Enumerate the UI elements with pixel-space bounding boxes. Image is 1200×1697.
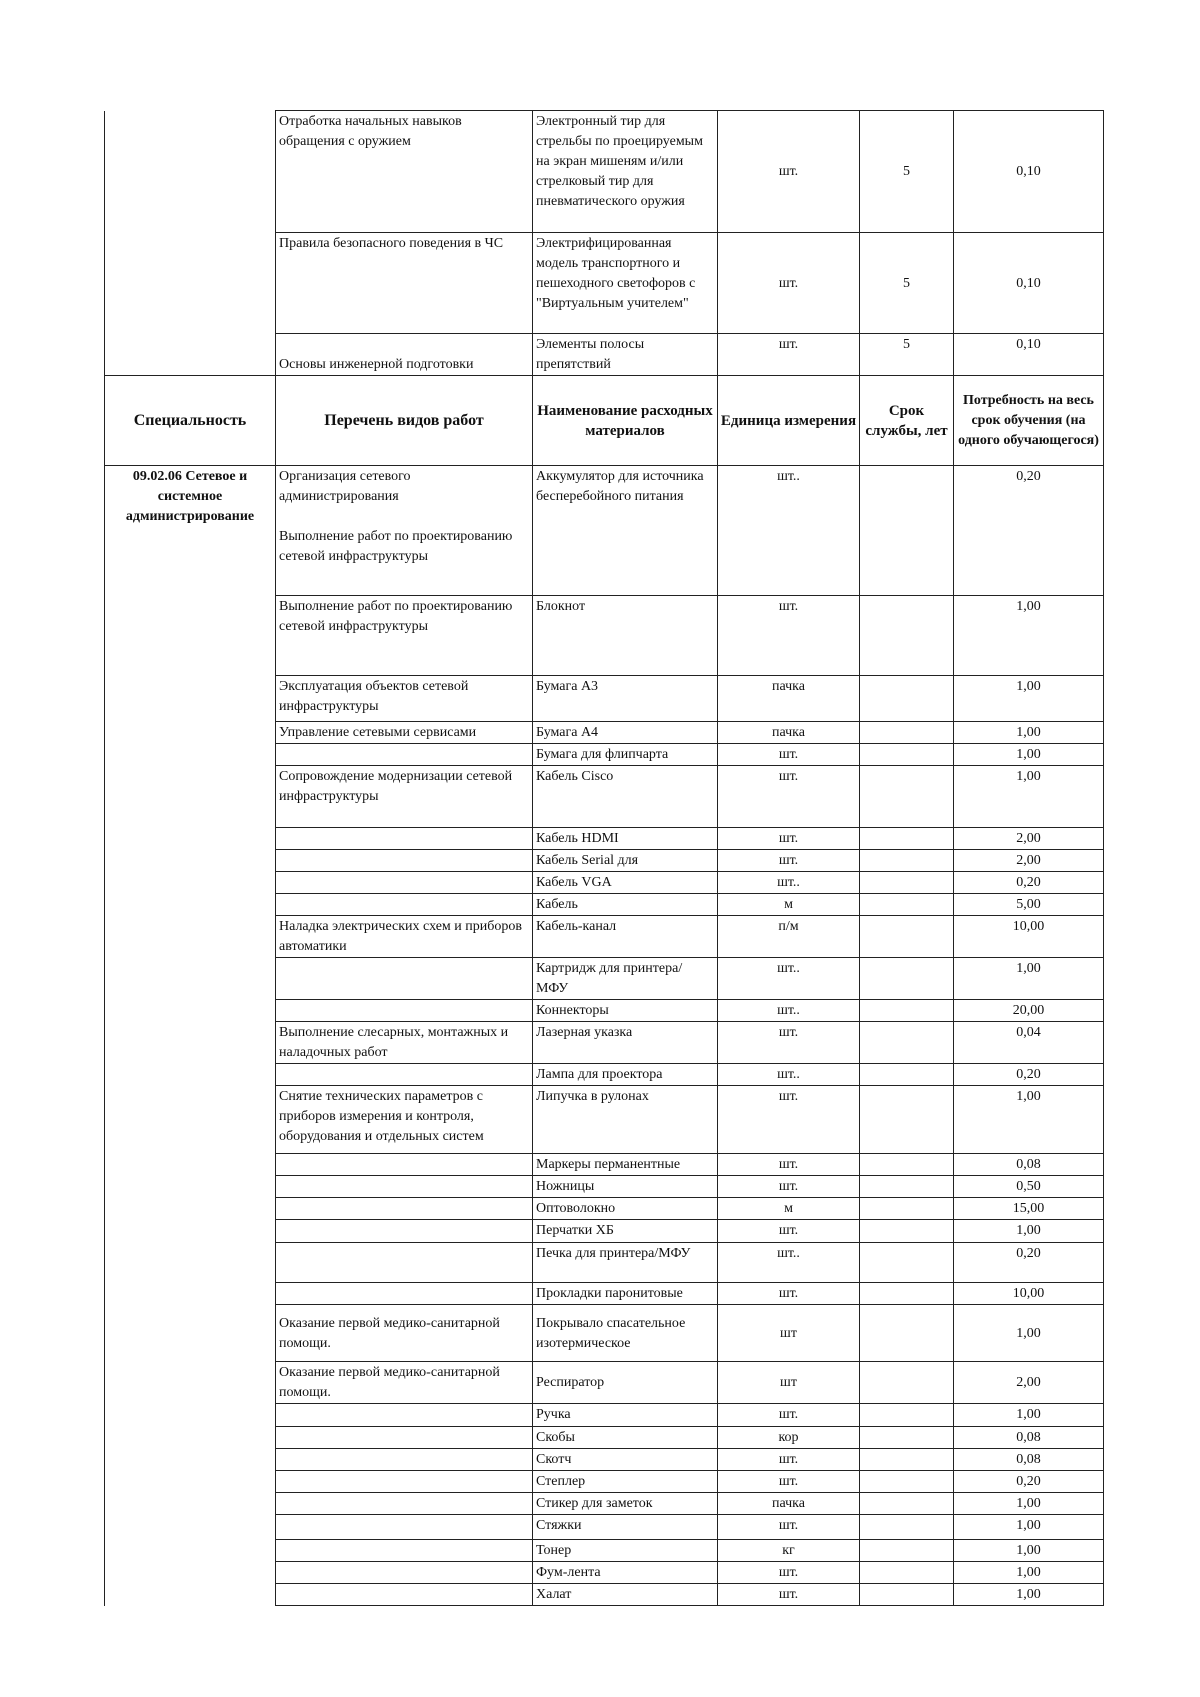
term-cell (860, 1022, 954, 1064)
term-cell (860, 1584, 954, 1606)
material-cell: Ручка (533, 1404, 718, 1427)
header-works: Перечень видов работ (276, 376, 533, 466)
unit-cell: шт. (718, 1220, 860, 1243)
unit-cell: кг (718, 1540, 860, 1562)
unit-cell: шт. (718, 850, 860, 872)
need-cell: 1,00 (954, 1540, 1104, 1562)
work-cell (276, 1427, 533, 1449)
unit-cell: шт. (718, 1086, 860, 1154)
unit-cell: шт. (718, 1449, 860, 1471)
need-cell: 1,00 (954, 596, 1104, 676)
need-cell: 1,00 (954, 1493, 1104, 1515)
table-header-row (105, 376, 1104, 466)
unit-cell: пачка (718, 722, 860, 744)
material-cell: Бумага А3 (533, 676, 718, 722)
work-cell: Снятие технических параметров с приборов измерения и контроля, оборудования и отдельных систем (276, 1086, 533, 1154)
work-cell: Выполнение работ по проектированию сетевой инфраструктуры (276, 596, 533, 676)
work-cell (276, 872, 533, 894)
need-cell: 1,00 (954, 722, 1104, 744)
material-cell: Элементы полосы препятствий (533, 334, 718, 376)
term-cell (860, 916, 954, 958)
material-cell: Кабель VGA (533, 872, 718, 894)
term-cell (860, 1064, 954, 1086)
work-cell (276, 1064, 533, 1086)
need-cell: 1,00 (954, 1562, 1104, 1584)
work-cell (276, 1562, 533, 1584)
unit-cell: шт (718, 1362, 860, 1404)
material-cell: Липучка в рулонах (533, 1086, 718, 1154)
material-cell: Лазерная указка (533, 1022, 718, 1064)
term-cell (860, 872, 954, 894)
material-cell: Стяжки (533, 1515, 718, 1540)
table-row (105, 466, 1104, 596)
unit-cell: шт. (718, 766, 860, 828)
work-cell (276, 744, 533, 766)
work-cell: Эксплуатация объектов сетевой инфраструктуры (276, 676, 533, 722)
need-cell: 15,00 (954, 1198, 1104, 1220)
need-cell: 0,08 (954, 1427, 1104, 1449)
need-cell: 1,00 (954, 1515, 1104, 1540)
need-cell: 0,50 (954, 1176, 1104, 1198)
need-cell: 1,00 (954, 1086, 1104, 1154)
work-cell: Выполнение слесарных, монтажных и наладочных работ (276, 1022, 533, 1064)
unit-cell: м (718, 1198, 860, 1220)
need-cell: 2,00 (954, 850, 1104, 872)
work-cell: Основы инженерной подготовки (276, 334, 533, 376)
unit-cell: шт.. (718, 872, 860, 894)
unit-cell: шт. (718, 1471, 860, 1493)
material-cell: Прокладки паронитовые (533, 1283, 718, 1305)
need-cell: 0,08 (954, 1449, 1104, 1471)
unit-cell: шт. (718, 828, 860, 850)
work-cell (276, 1515, 533, 1540)
need-cell: 0,20 (954, 1471, 1104, 1493)
term-cell (860, 1198, 954, 1220)
need-cell: 10,00 (954, 1283, 1104, 1305)
materials-table (104, 110, 1104, 1606)
material-cell: Ножницы (533, 1176, 718, 1198)
term-cell (860, 1562, 954, 1584)
term-cell (860, 744, 954, 766)
unit-cell: п/м (718, 916, 860, 958)
need-cell: 0,20 (954, 1064, 1104, 1086)
material-cell: Картридж для принтера/МФУ (533, 958, 718, 1000)
table-row (105, 111, 1104, 233)
need-cell: 1,00 (954, 1305, 1104, 1362)
work-cell (276, 1584, 533, 1606)
unit-cell: шт. (718, 596, 860, 676)
need-cell: 1,00 (954, 958, 1104, 1000)
term-cell (860, 1243, 954, 1283)
work-cell (276, 1220, 533, 1243)
specialty-cell-empty (105, 111, 276, 376)
need-cell: 1,00 (954, 676, 1104, 722)
term-cell (860, 958, 954, 1000)
unit-cell: пачка (718, 676, 860, 722)
need-cell: 1,00 (954, 1584, 1104, 1606)
unit-cell: шт.. (718, 466, 860, 596)
term-cell: 5 (860, 233, 954, 334)
term-cell (860, 1176, 954, 1198)
material-cell: Скобы (533, 1427, 718, 1449)
work-cell: Правила безопасного поведения в ЧС (276, 233, 533, 334)
need-cell: 0,10 (954, 334, 1104, 376)
material-cell: Тонер (533, 1540, 718, 1562)
material-cell: Кабель Cisco (533, 766, 718, 828)
work-cell (276, 1404, 533, 1427)
specialty-cell: 09.02.06 Сетевое и системное администрирование (105, 466, 276, 1606)
material-cell: Печка для принтера/МФУ (533, 1243, 718, 1283)
need-cell: 10,00 (954, 916, 1104, 958)
need-cell: 1,00 (954, 744, 1104, 766)
material-cell: Респиратор (533, 1362, 718, 1404)
material-cell: Покрывало спасательное изотермическое (533, 1305, 718, 1362)
work-cell: Оказание первой медико-санитарной помощи. (276, 1305, 533, 1362)
need-cell: 1,00 (954, 766, 1104, 828)
term-cell (860, 466, 954, 596)
unit-cell: шт. (718, 233, 860, 334)
unit-cell: шт.. (718, 1064, 860, 1086)
work-cell (276, 1243, 533, 1283)
work-cell: Наладка электрических схем и приборов автоматики (276, 916, 533, 958)
unit-cell: шт. (718, 111, 860, 233)
work-cell (276, 894, 533, 916)
header-need: Потребность на весь срок обучения (на одного обучающегося) (954, 376, 1104, 466)
term-cell (860, 1404, 954, 1427)
need-cell: 1,00 (954, 1220, 1104, 1243)
term-cell (860, 1305, 954, 1362)
work-cell (276, 850, 533, 872)
material-cell: Оптоволокно (533, 1198, 718, 1220)
need-cell: 0,20 (954, 872, 1104, 894)
material-cell: Бумага для флипчарта (533, 744, 718, 766)
work-cell (276, 1283, 533, 1305)
work-cell (276, 1176, 533, 1198)
need-cell: 0,10 (954, 233, 1104, 334)
work-cell (276, 1000, 533, 1022)
unit-cell: шт. (718, 334, 860, 376)
work-cell (276, 1493, 533, 1515)
term-cell (860, 1515, 954, 1540)
unit-cell: шт.. (718, 1000, 860, 1022)
material-cell: Фум-лента (533, 1562, 718, 1584)
material-cell: Бумага А4 (533, 722, 718, 744)
term-cell (860, 1086, 954, 1154)
term-cell (860, 722, 954, 744)
material-cell: Маркеры перманентные (533, 1154, 718, 1176)
need-cell: 20,00 (954, 1000, 1104, 1022)
term-cell (860, 766, 954, 828)
material-cell: Кабель Serial для (533, 850, 718, 872)
unit-cell: шт (718, 1305, 860, 1362)
work-cell (276, 1154, 533, 1176)
material-cell: Кабель (533, 894, 718, 916)
unit-cell: м (718, 894, 860, 916)
work-cell (276, 1471, 533, 1493)
unit-cell: шт. (718, 744, 860, 766)
material-cell: Кабель HDMI (533, 828, 718, 850)
term-cell (860, 894, 954, 916)
unit-cell: шт. (718, 1283, 860, 1305)
material-cell: Электрифицированная модель транспортного и пешеходного светофоров с "Виртуальным учителем" (533, 233, 718, 334)
work-cell (276, 958, 533, 1000)
unit-cell: кор (718, 1427, 860, 1449)
work-cell (276, 828, 533, 850)
header-unit: Единица измерения (718, 376, 860, 466)
unit-cell: шт. (718, 1154, 860, 1176)
term-cell: 5 (860, 111, 954, 233)
term-cell (860, 1493, 954, 1515)
term-cell: 5 (860, 334, 954, 376)
work-cell: Организация сетевого администрирования Выполнение работ по проектированию сетевой инфраструктуры (276, 466, 533, 596)
header-term: Срок службы, лет (860, 376, 954, 466)
work-cell: Сопровождение модернизации сетевой инфраструктуры (276, 766, 533, 828)
material-cell: Перчатки ХБ (533, 1220, 718, 1243)
material-cell: Скотч (533, 1449, 718, 1471)
unit-cell: шт. (718, 1584, 860, 1606)
unit-cell: шт. (718, 1515, 860, 1540)
unit-cell: шт.. (718, 958, 860, 1000)
term-cell (860, 828, 954, 850)
material-cell: Коннекторы (533, 1000, 718, 1022)
unit-cell: шт. (718, 1022, 860, 1064)
term-cell (860, 850, 954, 872)
need-cell: 0,20 (954, 466, 1104, 596)
need-cell: 0,08 (954, 1154, 1104, 1176)
work-cell (276, 1198, 533, 1220)
term-cell (860, 1220, 954, 1243)
material-cell: Степлер (533, 1471, 718, 1493)
header-materials: Наименование расходных материалов (533, 376, 718, 466)
material-cell: Кабель-канал (533, 916, 718, 958)
unit-cell: пачка (718, 1493, 860, 1515)
unit-cell: шт.. (718, 1243, 860, 1283)
need-cell: 1,00 (954, 1404, 1104, 1427)
work-cell (276, 1540, 533, 1562)
need-cell: 0,20 (954, 1243, 1104, 1283)
term-cell (860, 596, 954, 676)
term-cell (860, 1283, 954, 1305)
term-cell (860, 1154, 954, 1176)
term-cell (860, 1000, 954, 1022)
work-cell: Отработка начальных навыков обращения с оружием (276, 111, 533, 233)
header-specialty: Специальность (105, 376, 276, 466)
unit-cell: шт. (718, 1562, 860, 1584)
work-cell (276, 1449, 533, 1471)
term-cell (860, 1540, 954, 1562)
material-cell: Блокнот (533, 596, 718, 676)
term-cell (860, 1449, 954, 1471)
material-cell: Аккумулятор для источника бесперебойного питания (533, 466, 718, 596)
unit-cell: шт. (718, 1176, 860, 1198)
need-cell: 2,00 (954, 828, 1104, 850)
material-cell: Электронный тир для стрельбы по проецируемым на экран мишеням и/или стрелковый тир для пневматического оружия (533, 111, 718, 233)
term-cell (860, 1427, 954, 1449)
work-cell: Оказание первой медико-санитарной помощи. (276, 1362, 533, 1404)
unit-cell: шт. (718, 1404, 860, 1427)
material-cell: Халат (533, 1584, 718, 1606)
material-cell: Лампа для проектора (533, 1064, 718, 1086)
work-cell: Управление сетевыми сервисами (276, 722, 533, 744)
term-cell (860, 676, 954, 722)
need-cell: 2,00 (954, 1362, 1104, 1404)
material-cell: Стикер для заметок (533, 1493, 718, 1515)
need-cell: 0,04 (954, 1022, 1104, 1064)
need-cell: 0,10 (954, 111, 1104, 233)
term-cell (860, 1362, 954, 1404)
need-cell: 5,00 (954, 894, 1104, 916)
term-cell (860, 1471, 954, 1493)
